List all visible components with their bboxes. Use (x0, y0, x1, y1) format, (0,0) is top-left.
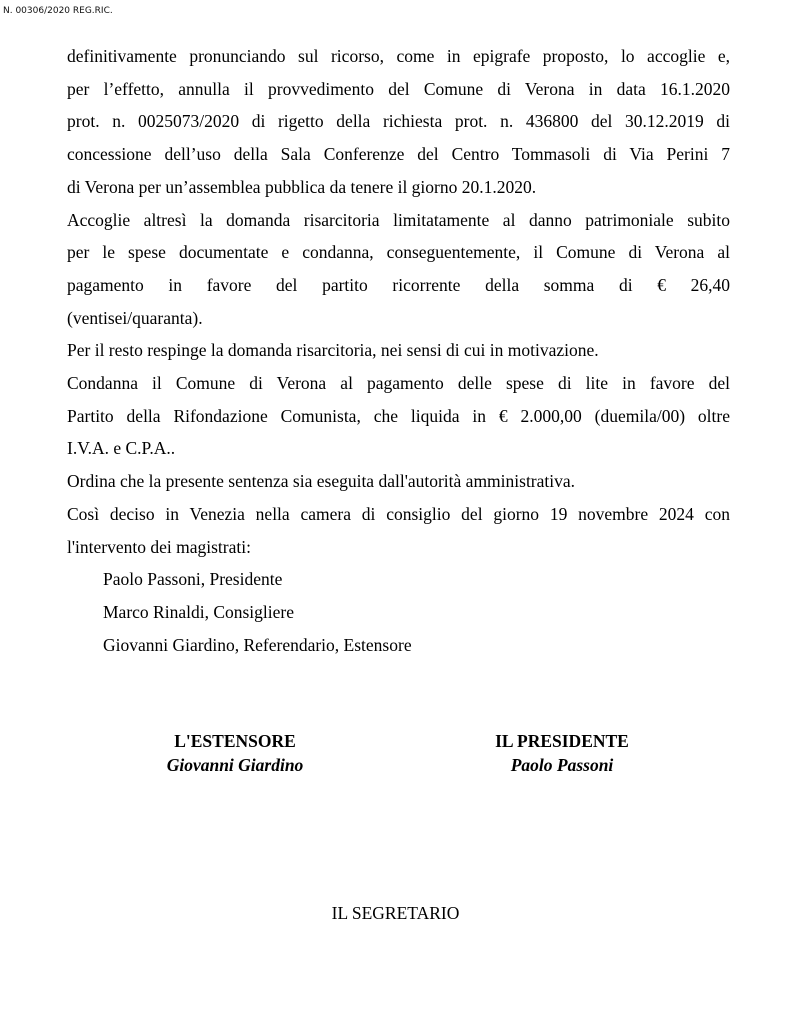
estensore-name: Giovanni Giardino (166, 755, 304, 775)
paragraph-line: pagamento in favore del partito ricorrente della somma di € 26,40 (67, 274, 730, 295)
paragraph-line: per le spese documentate e condanna, conseguentemente, il Comune di Verona al (67, 242, 730, 263)
judgment-text (67, 40, 730, 661)
paragraph-line: di Verona per un’assemblea pubblica da tenere il giorno 20.1.2020. (67, 176, 537, 197)
presidente-name: Paolo Passoni (510, 755, 614, 775)
paragraph-line: Ordina che la presente sentenza sia eseguita dall'autorità amministrativa. (67, 471, 576, 492)
presidente-title: IL PRESIDENTE (495, 731, 629, 751)
magistrate-entry: Paolo Passoni, Presidente (103, 569, 283, 590)
paragraph-line: concessione dell’uso della Sala Conferenze del Centro Tommasoli di Via Perini 7 (67, 144, 730, 165)
paragraph-line: Accoglie altresì la domanda risarcitoria limitatamente al danno patrimoniale subito (67, 209, 730, 230)
paragraph-line: definitivamente pronunciando sul ricorso, come in epigrafe proposto, lo accoglie e, (67, 46, 730, 66)
estensore-title: L'ESTENSORE (174, 731, 296, 751)
paragraph-line: l'intervento dei magistrati: (67, 536, 251, 557)
presidente-signature-block (462, 729, 662, 777)
segretario-title: IL SEGRETARIO (331, 903, 460, 923)
paragraph-line: I.V.A. e C.P.A.. (67, 438, 176, 459)
paragraph-line: prot. n. 0025073/2020 di rigetto della richiesta prot. n. 436800 del 30.12.2019 di (67, 111, 730, 132)
paragraph-line: Condanna il Comune di Verona al pagamento delle spese di lite in favore del (67, 373, 730, 394)
magistrate-entry: Giovanni Giardino, Referendario, Estensore (103, 634, 412, 655)
magistrate-entry: Marco Rinaldi, Consigliere (103, 601, 295, 622)
paragraph-line: Per il resto respinge la domanda risarcitoria, nei sensi di cui in motivazione. (67, 340, 599, 361)
paragraph-line: (ventisei/quaranta). (67, 307, 203, 328)
paragraph-line: Partito della Rifondazione Comunista, che liquida in € 2.000,00 (duemila/00) oltre (67, 405, 730, 426)
paragraph-line: Così deciso in Venezia nella camera di consiglio del giorno 19 novembre 2024 con (67, 503, 730, 524)
register-number: N. 00306/2020 REG.RIC. (3, 6, 113, 16)
estensore-signature-block (140, 729, 330, 777)
paragraph-line: per l’effetto, annulla il provvedimento del Comune di Verona in data 16.1.2020 (67, 78, 730, 99)
